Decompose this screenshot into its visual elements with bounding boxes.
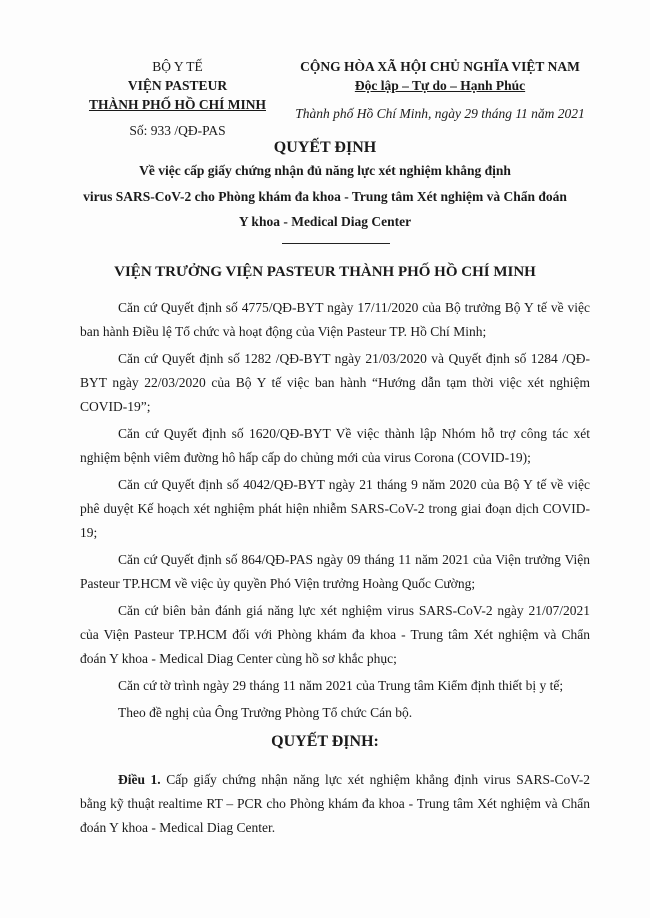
title-divider	[282, 243, 390, 244]
legal-basis-item: Căn cứ Quyết định số 1620/QĐ-BYT Về việc thành lập Nhóm hỗ trợ công tác xét nghiệm bệnh viêm đường hô hấp cấp do chủng mới của virus Corona (COVID-19);	[80, 426, 590, 465]
decision-subject-line-3: Y khoa - Medical Diag Center	[238, 214, 412, 229]
issuing-authority: VIỆN TRƯỞNG VIỆN PASTEUR THÀNH PHỐ HỒ CHÍ MINH	[114, 264, 536, 280]
national-header-block	[280, 57, 600, 123]
country-name: CỘNG HÒA XÃ HỘI CHỦ NGHĨA VIỆT NAM	[300, 59, 580, 74]
decision-title: QUYẾT ĐỊNH	[273, 139, 377, 156]
article-1	[80, 768, 590, 843]
article-1-text: Cấp giấy chứng nhận năng lực xét nghiệm khẳng định virus SARS-CoV-2 bằng kỹ thuật realtime RT – PCR cho Phòng khám đa khoa - Trung tâm Xét nghiệm và Chẩn đoán Y khoa - Medical Diag Center.	[80, 772, 590, 835]
place-and-date: Thành phố Hồ Chí Minh, ngày 29 tháng 11 năm 2021	[295, 106, 585, 121]
document-number: Số: 933 /QĐ-PAS	[129, 123, 226, 138]
legal-basis-item: Căn cứ tờ trình ngày 29 tháng 11 năm 2021 của Trung tâm Kiểm định thiết bị y tế;	[118, 678, 564, 693]
legal-basis-item: Căn cứ Quyết định số 864/QĐ-PAS ngày 09 tháng 11 năm 2021 của Viện trưởng Viện Pasteur TP.HCM về việc ủy quyền Phó Viện trưởng Hoàng Quốc Cường;	[80, 552, 590, 591]
decides-heading: QUYẾT ĐỊNH:	[271, 733, 379, 750]
legal-basis-item: Theo đề nghị của Ông Trưởng Phòng Tổ chức Cán bộ.	[118, 705, 413, 720]
legal-basis-item: Căn cứ Quyết định số 4775/QĐ-BYT ngày 17/11/2020 của Bộ trưởng Bộ Y tế về việc ban hành Điều lệ Tổ chức và hoạt động của Viện Pasteur TP. Hồ Chí Minh;	[80, 300, 590, 339]
institute-city: THÀNH PHỐ HỒ CHÍ MINH	[88, 97, 266, 112]
decision-subject-line-2: virus SARS-CoV-2 cho Phòng khám đa khoa - Trung tâm Xét nghiệm và Chẩn đoán	[83, 189, 567, 204]
institute-name: VIỆN PASTEUR	[127, 78, 228, 93]
legal-basis-item: Căn cứ Quyết định số 4042/QĐ-BYT ngày 21 tháng 9 năm 2020 của Bộ Y tế về việc phê duyệt Kế hoạch xét nghiệm phát hiện nhiễm SARS-CoV-2 trong giai đoạn dịch COVID-19;	[80, 477, 590, 540]
legal-bases	[80, 296, 590, 728]
decision-subject-line-1: Về việc cấp giấy chứng nhận đủ năng lực xét nghiệm khẳng định	[139, 163, 511, 178]
national-motto: Độc lập – Tự do – Hạnh Phúc	[354, 78, 526, 93]
article-1-label: Điều 1.	[118, 772, 161, 787]
article-1-paragraph	[80, 768, 590, 840]
issuing-agency-block	[70, 57, 285, 140]
legal-basis-item: Căn cứ Quyết định số 1282 /QĐ-BYT ngày 21/03/2020 và Quyết định số 1284 /QĐ-BYT ngày 22/03/2020 của Bộ Y tế việc ban hành “Hướng dẫn tạm thời việc xét nghiệm COVID-19”;	[80, 351, 590, 414]
ministry-name: BỘ Y TẾ	[152, 59, 203, 74]
legal-basis-item: Căn cứ biên bản đánh giá năng lực xét nghiệm virus SARS-CoV-2 ngày 21/07/2021 của Viện Pasteur TP.HCM đối với Phòng khám đa khoa - Trung tâm Xét nghiệm và Chẩn đoán Y khoa - Medical Diag Center cùng hồ sơ khắc phục;	[80, 603, 590, 666]
